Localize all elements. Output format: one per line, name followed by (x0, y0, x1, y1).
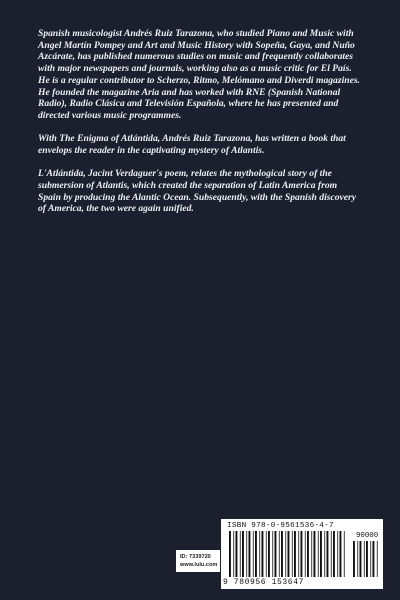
barcode-bar (333, 531, 335, 577)
barcode-bar (320, 531, 322, 577)
barcode-bar (242, 531, 244, 577)
barcode-bar (236, 531, 238, 577)
barcode-bar (314, 531, 316, 577)
barcode-bar (344, 531, 345, 577)
ean-barcode-bars (229, 531, 345, 577)
barcode-bar (353, 541, 355, 577)
barcode-bar (262, 531, 264, 577)
barcode-bar (366, 541, 368, 577)
barcode-bar (246, 531, 247, 577)
barcode-panel (221, 519, 383, 589)
barcode-bar (275, 531, 277, 577)
book-summary-paragraph: With The Enigma of Atlántida, Andrés Ruiz Tarazona, has written a book that envelops the reader in the captivating mystery of Atlantis. (38, 133, 346, 156)
barcode-bar (298, 531, 299, 577)
barcode-bar (360, 541, 362, 577)
lulu-site-line: www.lulu.com (180, 562, 218, 568)
blurb-text (38, 28, 362, 227)
lulu-id-line: ID: 7339720 (180, 554, 211, 560)
price-addon-bars (353, 541, 378, 577)
poem-summary-paragraph: L'Atlántida, Jacint Verdaguer's poem, relates the mythological story of the submersion of Atlantis, which created the separation of Latin America from Spain by producing the Alantic Ocean. Subsequently, with the Spanish discovery of America, the two were again unified. (38, 168, 357, 215)
barcode-bar (327, 531, 329, 577)
barcode-bar (364, 541, 365, 577)
barcode-bar (294, 531, 296, 577)
barcode-bar (249, 531, 251, 577)
barcode-bar (233, 531, 234, 577)
barcode-bar (324, 531, 325, 577)
barcode-bar (281, 531, 283, 577)
barcode-bar (268, 531, 270, 577)
barcode-bar (305, 531, 306, 577)
barcode-bar (229, 531, 231, 577)
barcode-bar (266, 531, 267, 577)
barcode-bar (311, 531, 312, 577)
lulu-id-label (176, 550, 220, 572)
barcode-bar (340, 531, 342, 577)
author-bio-paragraph: Spanish musicologist Andrés Ruiz Tarazona, who studied Piano and Music with Angel Martín Pompey and Art and Music History with Sopeña, Gaya, and Nuño Azcárate, has published numerous studies on music and frequently collaborates with major newspapers and journals, working also as a music critic for El País. He is a regular contributor to Scherzo, Ritmo, Melómano and Diverdi magazines. He founded the magazine Aria and has worked with RNE (Spanish National Radio), Radio Clásica and Televisión Española, where he has presented and directed various music programmes. (38, 28, 360, 121)
barcode-bar (377, 541, 378, 577)
barcode-bar (259, 531, 260, 577)
barcode-bar (288, 531, 290, 577)
barcode-bar (331, 531, 332, 577)
barcode-bar (285, 531, 286, 577)
price-code: 90000 (356, 532, 379, 540)
barcode-bar (272, 531, 273, 577)
isbn-text: ISBN 978-0-9561536-4-7 (227, 522, 334, 530)
barcode-bar (357, 541, 358, 577)
barcode-bar (301, 531, 303, 577)
barcode-bar (279, 531, 280, 577)
ean-digits: 9 780956 153647 (223, 578, 305, 587)
barcode-bar (255, 531, 257, 577)
barcode-bar (318, 531, 319, 577)
barcode-bar (240, 531, 241, 577)
barcode-bar (307, 531, 309, 577)
barcode-bar (292, 531, 293, 577)
barcode-bar (370, 541, 371, 577)
barcode-bar (373, 541, 375, 577)
barcode-bar (337, 531, 338, 577)
barcode-bar (253, 531, 254, 577)
